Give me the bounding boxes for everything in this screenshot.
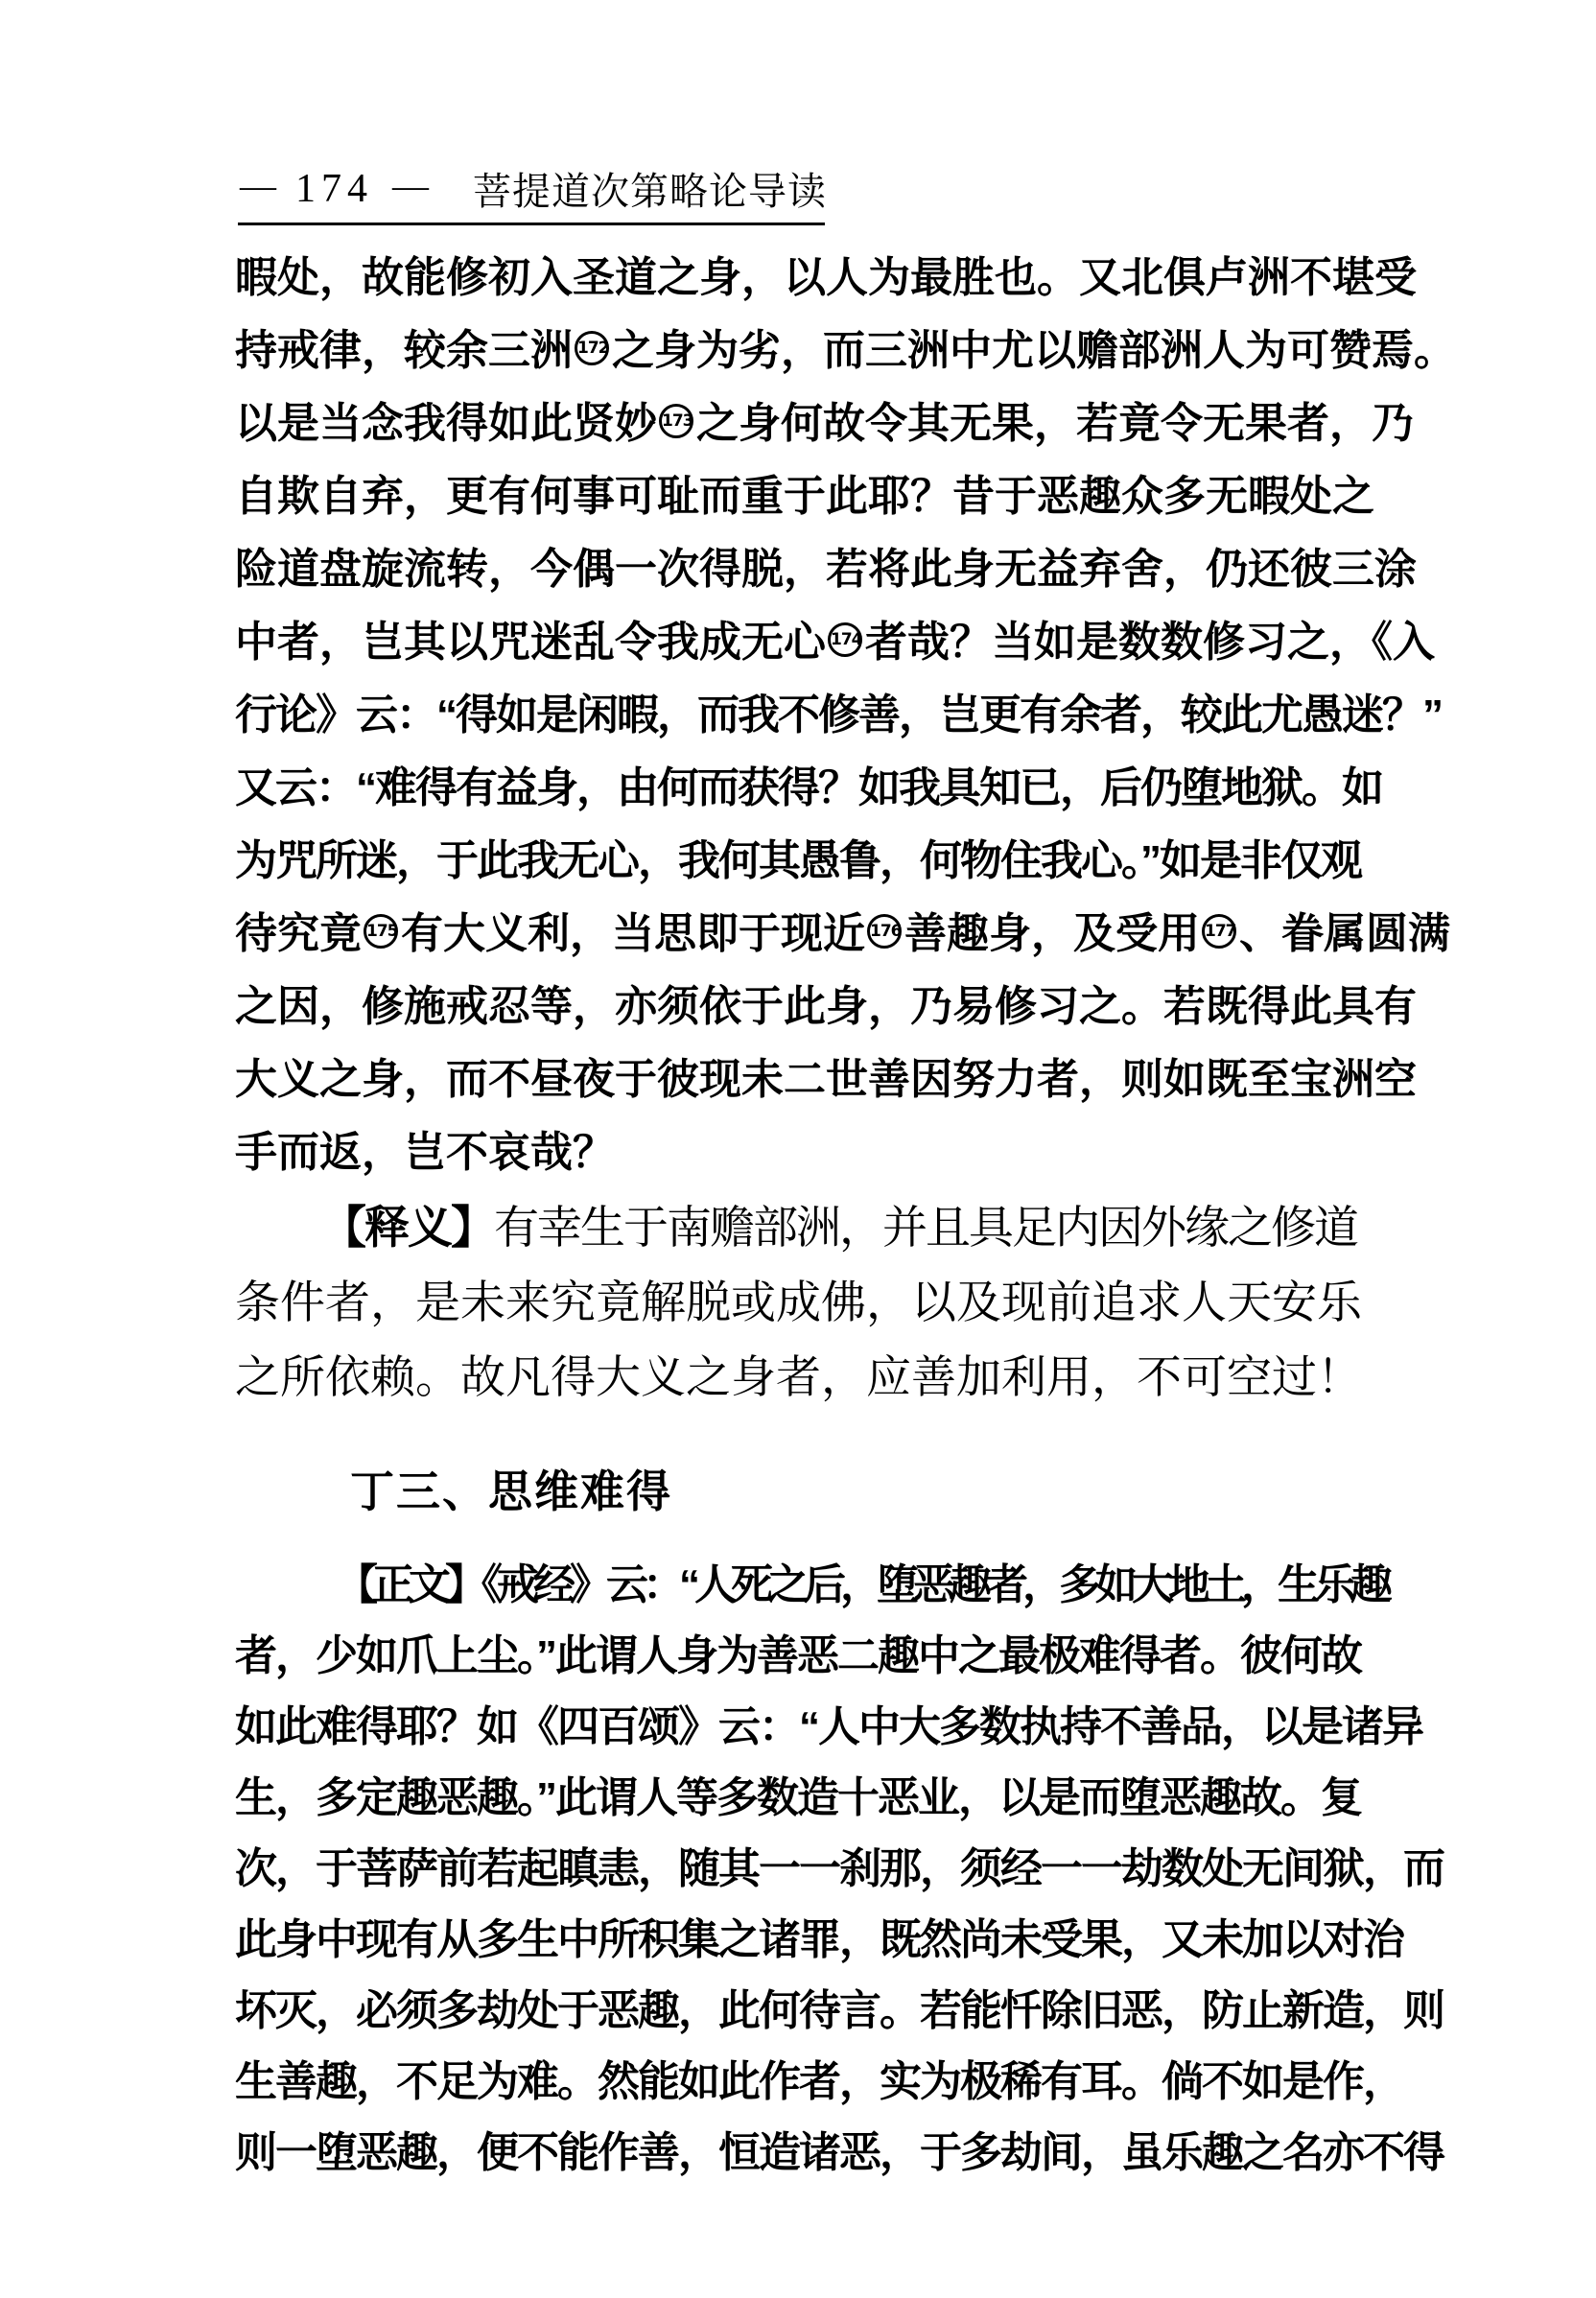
paragraph-zhengwen [235, 1550, 1472, 2189]
text-line: 大义之身，而不昼夜于彼现未二世善因努力者，则如既至宝洲空 [235, 1056, 1417, 1103]
text-line: 条件者，是未来究竟解脱或成佛，以及现前追求人天安乐 [235, 1278, 1362, 1328]
text-run: 《戒经》云：“人死之后，堕恶趣者，多如大地土，生乐趣 [481, 1561, 1387, 1608]
book-title: 菩提道次第略论导读 [473, 170, 827, 213]
text-line: 持戒律，较余三洲 172之身为劣，而三洲中尤以赡部洲人为可赞焉。 [235, 327, 1456, 374]
text-line: 生，多定趣恶趣。”此谓人等多数造十恶业，以是而堕恶趣故。复 [235, 1774, 1361, 1821]
header-rule [238, 223, 825, 225]
endnote-ref: 175 [364, 914, 398, 949]
text-line: 之所依赖。故凡得大义之身者，应善加利用，不可空过！ [235, 1353, 1362, 1403]
text-line: 手而返，岂不哀哉？ [235, 1129, 615, 1176]
text-line: 之因，修施戒忍等，亦须依于此身，乃易修习之。若既得此具有 [235, 983, 1417, 1030]
text-line: 则一堕恶趣，便不能作善，恒造诸恶，于多劫间，虽乐趣之名亦不得 [235, 2129, 1443, 2176]
page-header [240, 161, 827, 216]
paragraph-continuation [235, 242, 1472, 1189]
text-line: 又云：“难得有益身，由何而获得？如我具知已，后仍堕地狱。如 [235, 764, 1382, 811]
text-run: 有幸生于南赡部洲，并且具足内因外缘之修道 [494, 1204, 1357, 1254]
text-line: 自欺自弃，更有何事可耻而重于此耶？昔于恶趣众多无暇处之 [235, 473, 1374, 520]
endnote-ref: 173 [659, 404, 693, 438]
text-line: 以是当念我得如此贤妙 173之身何故令其无果，若竟令无果者，乃 [235, 400, 1414, 447]
shiyi-label: 【释义】 [321, 1204, 494, 1254]
endnote-ref: 176 [867, 914, 902, 949]
page-number: 174 [295, 166, 373, 211]
zhengwen-label: 【正文】 [336, 1561, 481, 1608]
header-dash-left: — [240, 165, 276, 206]
section-heading: 丁三、思维难得 [350, 1466, 672, 1516]
endnote-ref: 172 [575, 331, 609, 365]
text-line [235, 1191, 1472, 1266]
text-line: 如此难得耶？如《四百颂》云：“人中大多数执持不善品，以是诸异 [235, 1703, 1422, 1750]
endnote-ref: 174 [828, 622, 862, 657]
text-line: 险道盘旋流转，今偶一次得脱，若将此身无益弃舍，仍还彼三涂 [235, 546, 1417, 593]
text-line [235, 1550, 1472, 1621]
text-line: 暇处，故能修初入圣道之身，以人为最胜也。又北俱卢洲不堪受 [235, 254, 1417, 301]
text-line: 者，少如爪上尘。”此谓人身为善恶二趣中之最极难得者。彼何故 [235, 1632, 1361, 1679]
text-line: 坏灭，必须多劫处于恶趣，此何待言。若能忏除旧恶，防止新造，则 [235, 1987, 1443, 2034]
text-line: 次，于菩萨前若起瞋恚，随其一一刹那，须经一一劫数处无间狱，而 [235, 1845, 1443, 1892]
header-dash-right: — [392, 165, 429, 206]
text-line: 为咒所迷，于此我无心，我何其愚鲁，何物住我心。”如是非仅观 [235, 837, 1361, 884]
endnote-ref: 177 [1202, 914, 1236, 949]
paragraph-shiyi [235, 1191, 1472, 1416]
text-line: 中者，岂其以咒迷乱令我成无心 174者哉？当如是数数修习之，《入 [235, 619, 1435, 666]
text-line: 生善趣，不足为难。然能如此作者，实为极稀有耳。倘不如是作， [235, 2058, 1403, 2105]
text-line: 待究竟 175有大义利，当思即于现近 176善趣身，及受用 177、眷属圆满 [235, 910, 1450, 957]
text-line: 行论》云：“得如是闲暇，而我不修善，岂更有余者，较此尤愚迷？” [235, 692, 1442, 739]
text-line: 此身中现有从多生中所积集之诸罪，既然尚未受果，又未加以对治 [235, 1916, 1403, 1963]
